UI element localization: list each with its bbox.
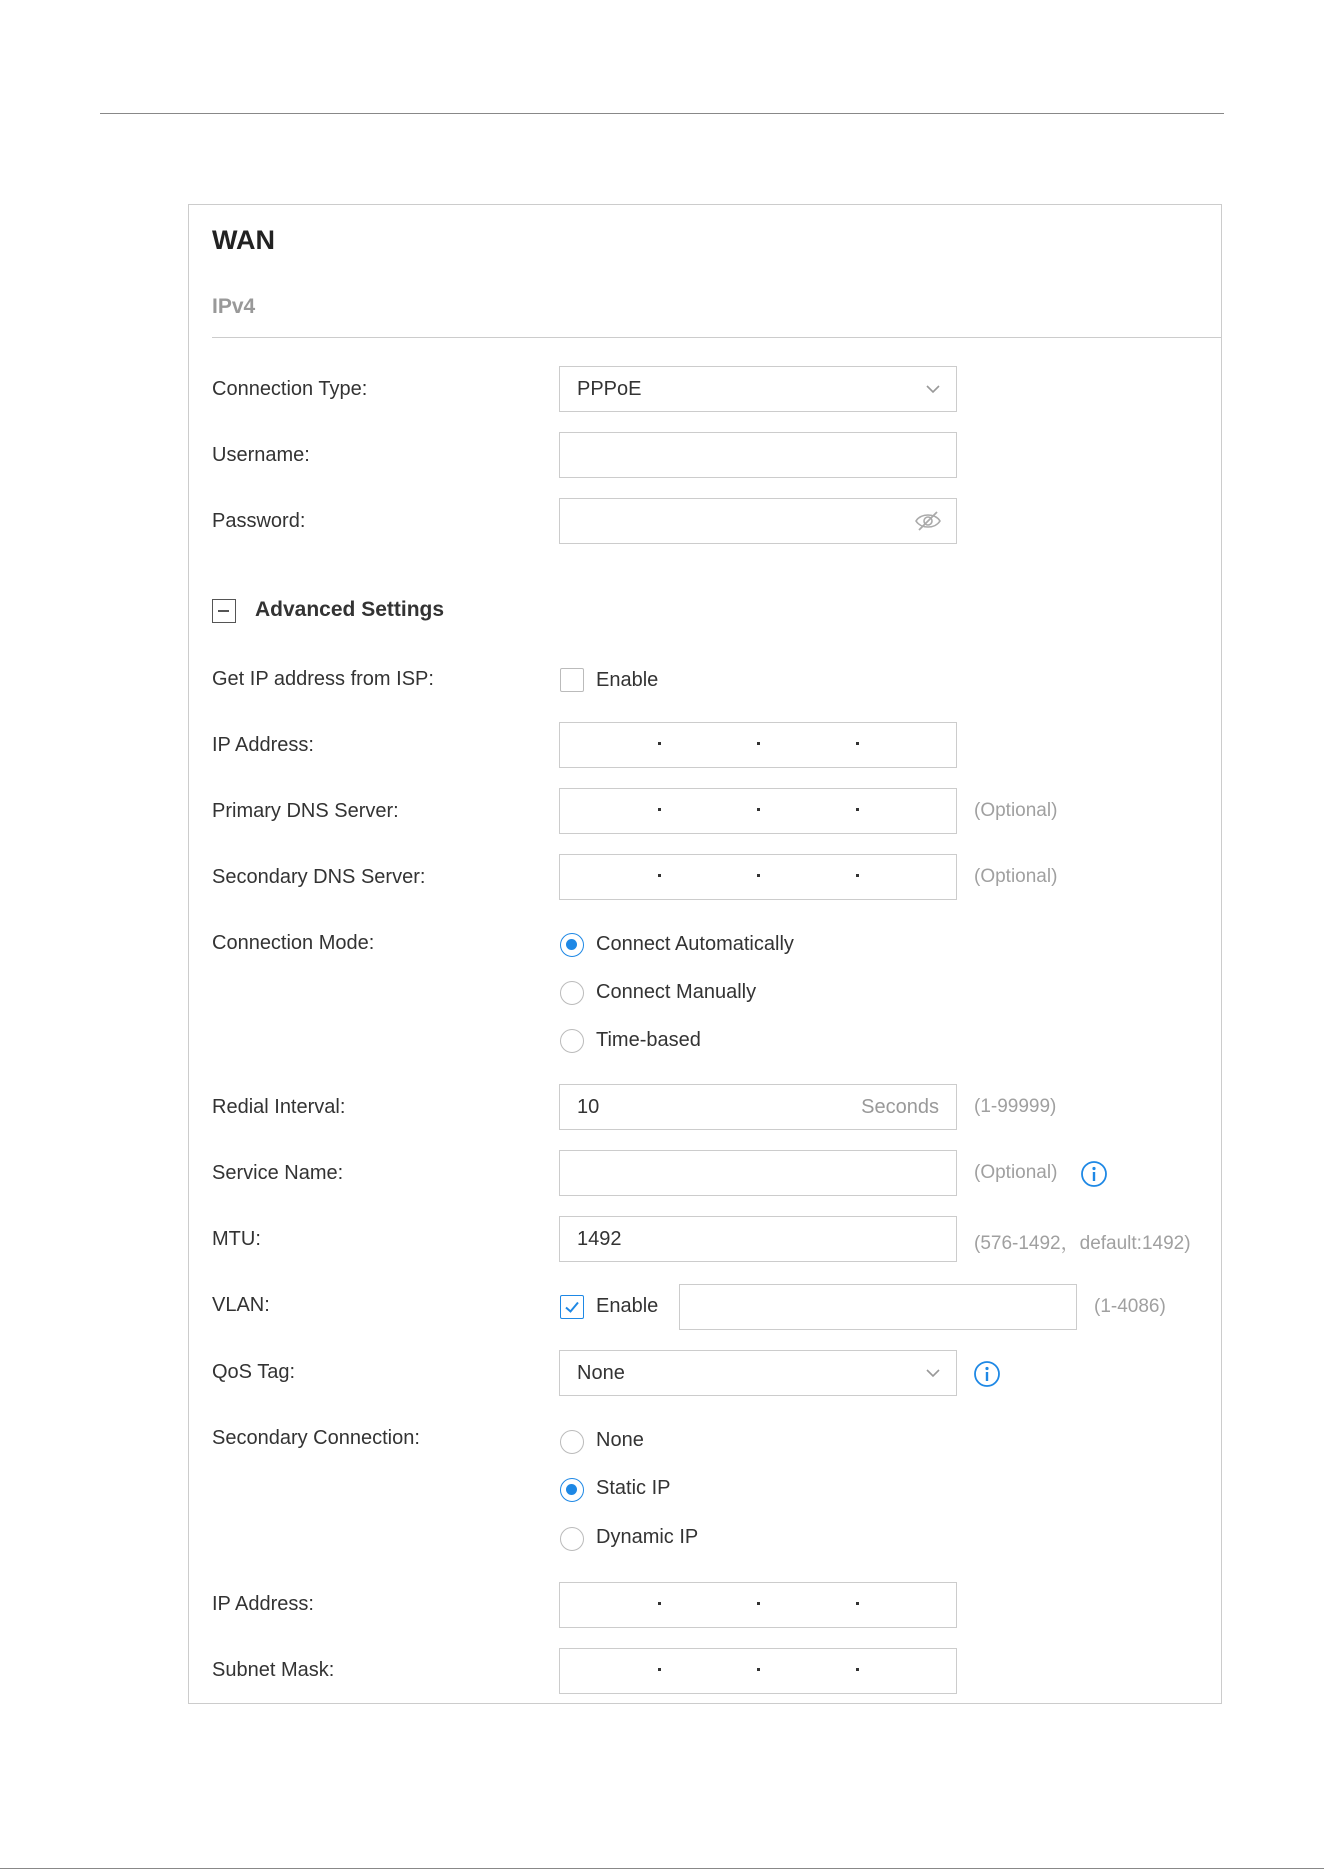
ip-address-label: IP Address: xyxy=(212,734,314,756)
time-based-radio[interactable] xyxy=(560,1029,584,1053)
ip-separator xyxy=(856,874,859,877)
connect-automatically-label[interactable]: Connect Automatically xyxy=(596,933,794,955)
vlan-hint: (1-4086) xyxy=(1094,1296,1166,1317)
secondary-connection-label: Secondary Connection: xyxy=(212,1427,420,1449)
primary-dns-hint: (Optional) xyxy=(974,800,1058,821)
secondary-static-ip-label[interactable]: Static IP xyxy=(596,1477,671,1499)
subnet-mask-label: Subnet Mask: xyxy=(212,1659,335,1681)
wan-panel xyxy=(188,204,1222,1704)
mtu-input[interactable] xyxy=(559,1216,957,1262)
connection-type-value: PPPoE xyxy=(577,378,642,400)
ip-separator xyxy=(856,1668,859,1671)
ip-separator xyxy=(658,808,661,811)
get-ip-from-isp-checkbox[interactable] xyxy=(560,668,584,692)
secondary-dynamic-ip-radio[interactable] xyxy=(560,1527,584,1551)
header-rule xyxy=(100,113,1224,114)
secondary-dns-label: Secondary DNS Server: xyxy=(212,866,426,888)
service-name-input[interactable] xyxy=(559,1150,957,1196)
secondary-ip-address-input[interactable] xyxy=(559,1582,957,1628)
info-icon[interactable] xyxy=(973,1360,1001,1388)
connect-manually-label[interactable]: Connect Manually xyxy=(596,981,757,1003)
secondary-dns-input[interactable] xyxy=(559,854,957,900)
vlan-checkbox[interactable] xyxy=(560,1295,584,1319)
password-label: Password: xyxy=(212,510,306,532)
info-icon[interactable] xyxy=(1080,1160,1108,1188)
mtu-hint: (576-1492，default:1492) xyxy=(974,1233,1191,1254)
connect-automatically-radio[interactable] xyxy=(560,933,584,957)
redial-interval-input[interactable] xyxy=(559,1084,957,1130)
footer-rule xyxy=(0,1868,1324,1869)
primary-dns-label: Primary DNS Server: xyxy=(212,800,399,822)
chevron-down-icon xyxy=(924,1364,942,1382)
password-input[interactable] xyxy=(559,498,957,544)
ip-separator xyxy=(658,742,661,745)
redial-interval-label: Redial Interval: xyxy=(212,1096,346,1118)
ip-separator xyxy=(757,742,760,745)
qos-tag-select[interactable] xyxy=(559,1350,957,1396)
tab-ipv4[interactable]: IPv4 xyxy=(212,295,256,318)
vlan-label: VLAN: xyxy=(212,1294,270,1316)
redial-interval-hint: (1-99999) xyxy=(974,1096,1057,1117)
chevron-down-icon xyxy=(924,380,942,398)
checkmark-icon xyxy=(564,1299,580,1315)
eye-off-icon[interactable] xyxy=(914,509,942,533)
qos-tag-value: None xyxy=(577,1362,625,1384)
vlan-id-input[interactable] xyxy=(679,1284,1077,1330)
get-ip-from-isp-enable-label: Enable xyxy=(596,669,659,691)
ip-separator xyxy=(757,1602,760,1605)
secondary-none-label[interactable]: None xyxy=(596,1429,644,1451)
page-title: WAN xyxy=(212,225,275,255)
service-name-hint: (Optional) xyxy=(974,1162,1058,1183)
secondary-none-radio[interactable] xyxy=(560,1430,584,1454)
time-based-label[interactable]: Time-based xyxy=(596,1029,701,1051)
advanced-settings-toggle[interactable]: Advanced Settings xyxy=(255,598,445,621)
mtu-label: MTU: xyxy=(212,1228,261,1250)
secondary-static-ip-radio[interactable] xyxy=(560,1478,584,1502)
ip-separator xyxy=(856,742,859,745)
connection-type-select[interactable] xyxy=(559,366,957,412)
minus-square-icon[interactable] xyxy=(212,599,236,623)
connect-manually-radio[interactable] xyxy=(560,981,584,1005)
ip-separator xyxy=(856,808,859,811)
username-label: Username: xyxy=(212,444,310,466)
qos-tag-label: QoS Tag: xyxy=(212,1361,296,1383)
connection-mode-label: Connection Mode: xyxy=(212,932,375,954)
subnet-mask-input[interactable] xyxy=(559,1648,957,1694)
ip-separator xyxy=(757,874,760,877)
vlan-enable-label: Enable xyxy=(596,1295,659,1317)
ip-separator xyxy=(658,1668,661,1671)
ip-separator xyxy=(757,808,760,811)
service-name-label: Service Name: xyxy=(212,1162,344,1184)
ip-separator xyxy=(757,1668,760,1671)
redial-interval-unit: Seconds xyxy=(861,1096,939,1118)
ip-separator xyxy=(658,874,661,877)
ip-separator xyxy=(658,1602,661,1605)
connection-type-label: Connection Type: xyxy=(212,378,368,400)
secondary-dynamic-ip-label[interactable]: Dynamic IP xyxy=(596,1526,699,1548)
ip-separator xyxy=(856,1602,859,1605)
secondary-dns-hint: (Optional) xyxy=(974,866,1058,887)
secondary-ip-address-label: IP Address: xyxy=(212,1593,314,1615)
username-input[interactable] xyxy=(559,432,957,478)
redial-interval-value: 10 xyxy=(577,1096,600,1118)
get-ip-from-isp-label: Get IP address from ISP: xyxy=(212,668,434,690)
tab-divider xyxy=(212,337,1222,338)
primary-dns-input[interactable] xyxy=(559,788,957,834)
ip-address-input[interactable] xyxy=(559,722,957,768)
mtu-value: 1492 xyxy=(577,1228,622,1250)
